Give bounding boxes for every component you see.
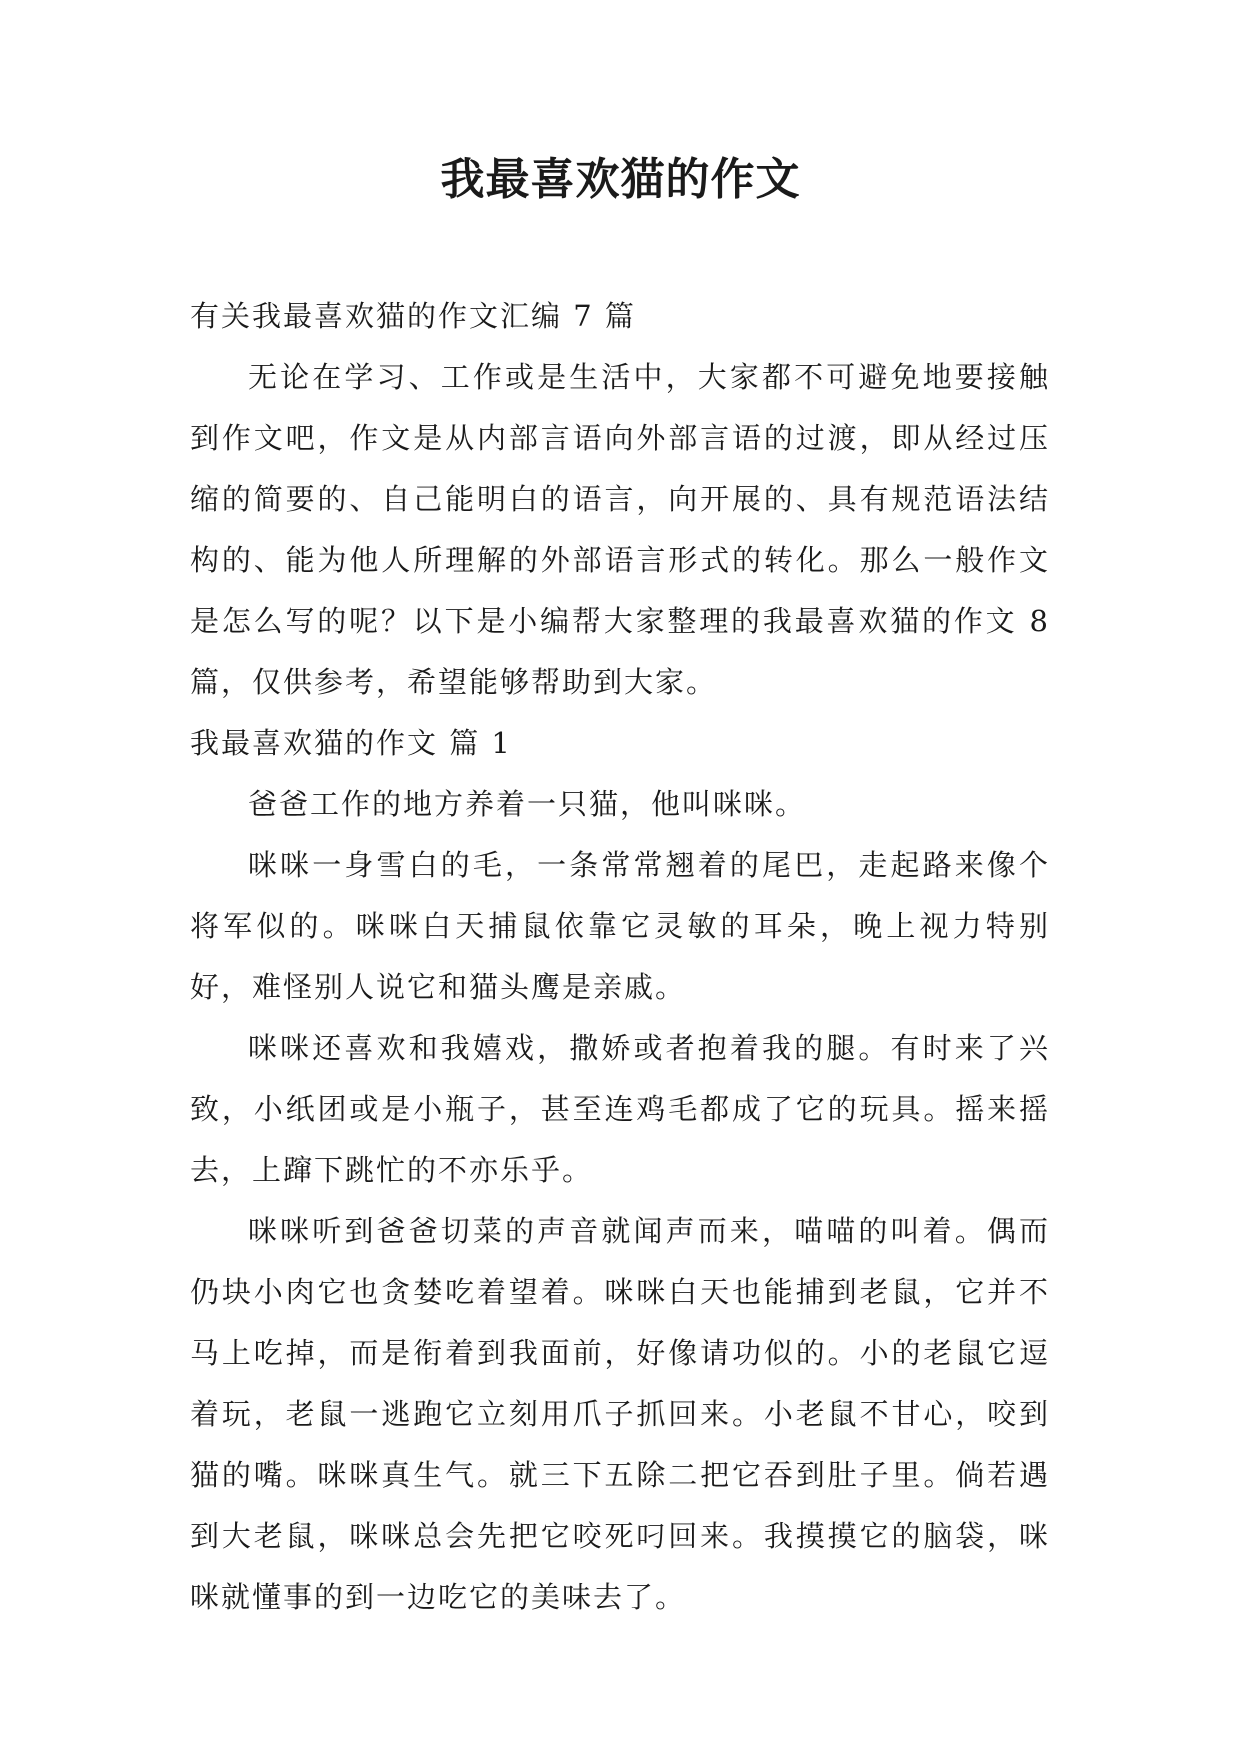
section-heading: 我最喜欢猫的作文 篇 1	[190, 726, 512, 760]
document-title: 我最喜欢猫的作文	[440, 154, 801, 205]
body-paragraph-1: 爸爸工作的地方养着一只猫，他叫咪咪。	[248, 787, 807, 821]
body-paragraph-4: 咪咪听到爸爸切菜的声音就闻声而来，喵喵的叫着。偶而仍块小肉它也贪婪吃着望着。咪咪白天也能捕到老鼠，它并不马上吃掉，而是衔着到我面前，好像请功似的。小的老鼠它逗着玩，老鼠一逃跑它立刻用爪子抓回来。小老鼠不甘心，咬到猫的嘴。咪咪真生气。就三下五除二把它吞到肚子里。倘若遇到大老鼠，咪咪总会先把它咬死叼回来。我摸摸它的脑袋，咪咪就懂事的到一边吃它的美味去了。	[190, 1214, 1050, 1614]
document-subtitle: 有关我最喜欢猫的作文汇编 7 篇	[190, 299, 636, 333]
body-paragraph-2: 咪咪一身雪白的毛，一条常常翘着的尾巴，走起路来像个将军似的。咪咪白天捕鼠依靠它灵敏的耳朵，晚上视力特别好，难怪别人说它和猫头鹰是亲戚。	[190, 848, 1050, 1004]
intro-paragraph: 无论在学习、工作或是生活中，大家都不可避免地要接触到作文吧，作文是从内部言语向外部言语的过渡，即从经过压缩的简要的、自己能明白的语言，向开展的、具有规范语法结构的、能为他人所理解的外部语言形式的转化。那么一般作文是怎么写的呢？以下是小编帮大家整理的我最喜欢猫的作文 8 篇，仅供参考，希望能够帮助到大家。	[190, 360, 1050, 699]
body-paragraph-3: 咪咪还喜欢和我嬉戏，撒娇或者抱着我的腿。有时来了兴致，小纸团或是小瓶子，甚至连鸡毛都成了它的玩具。摇来摇去，上蹿下跳忙的不亦乐乎。	[190, 1031, 1050, 1187]
document-body	[190, 286, 1050, 1628]
